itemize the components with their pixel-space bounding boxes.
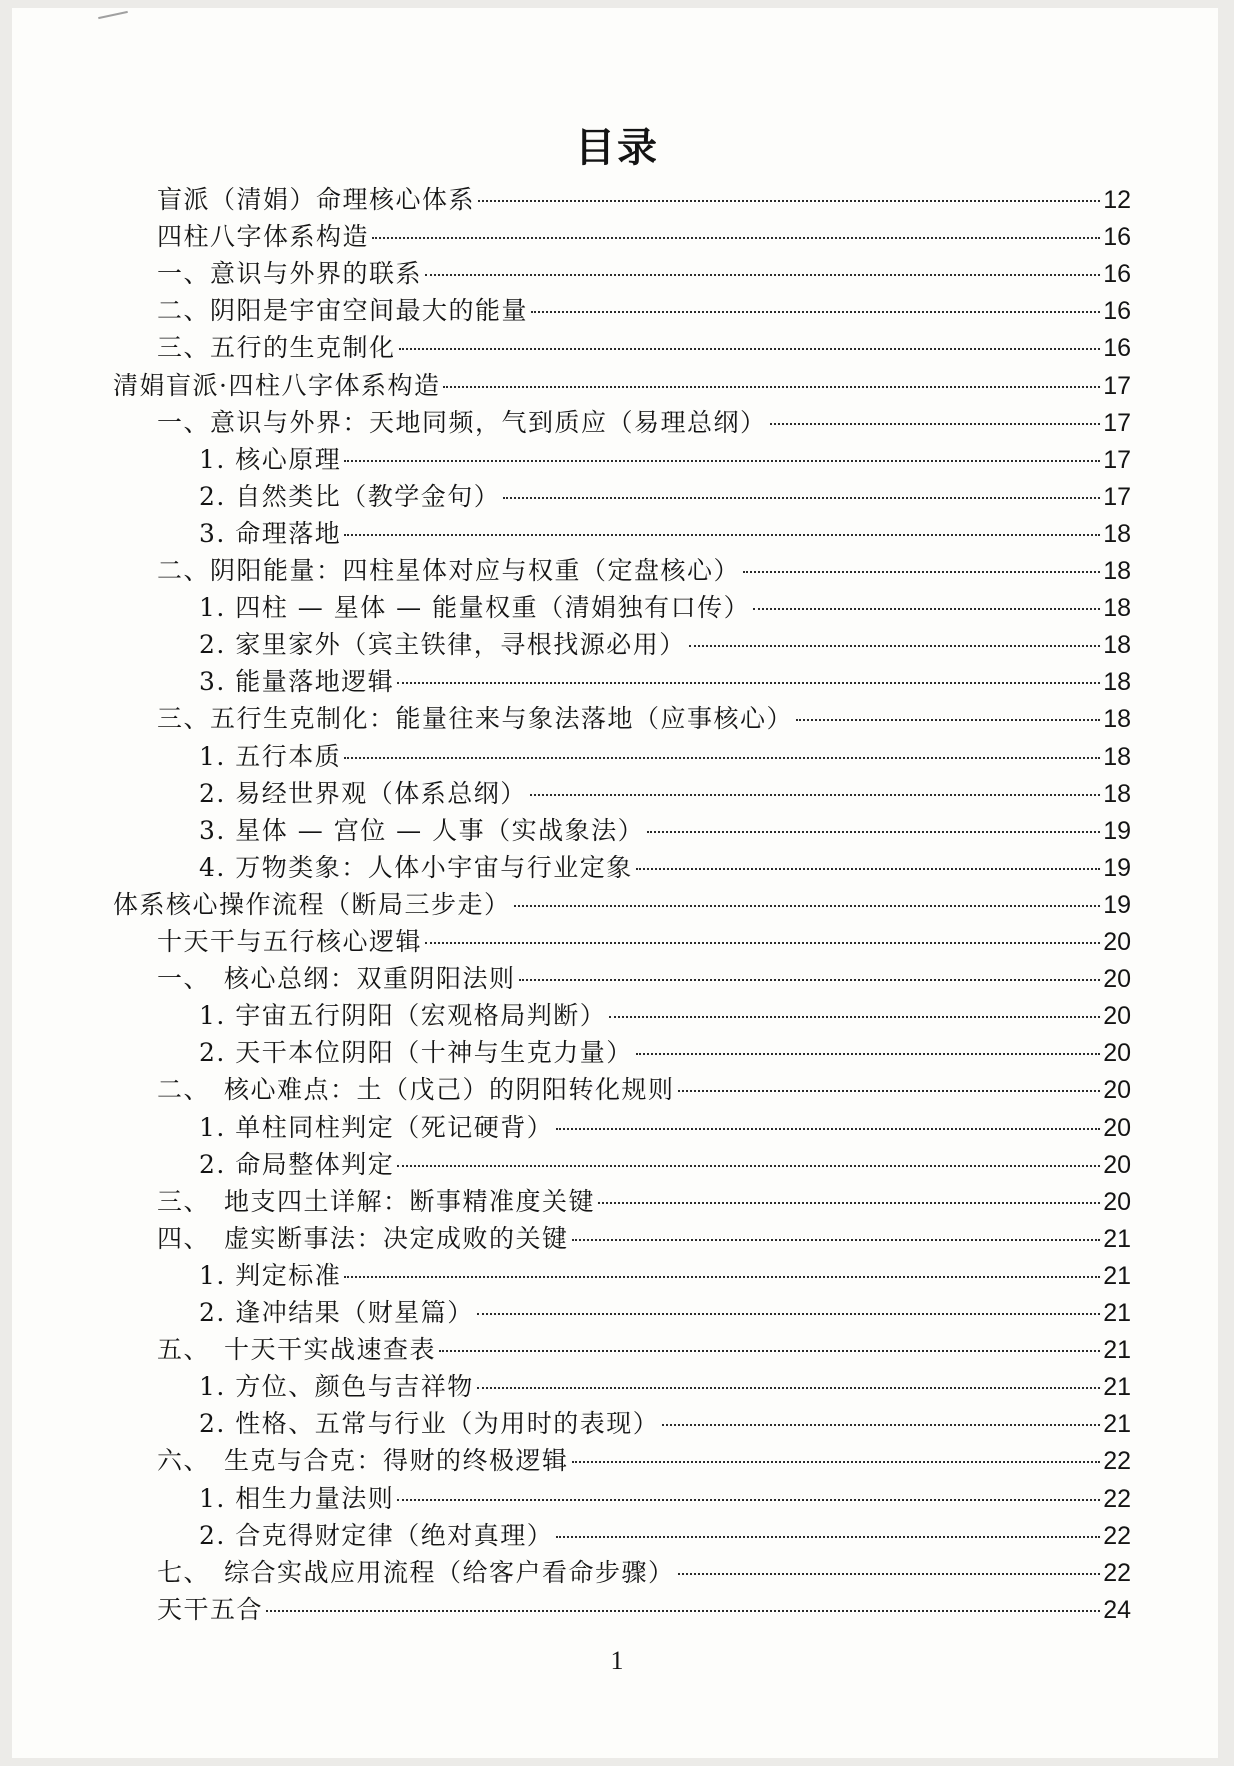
toc-entry[interactable] (199, 1295, 1131, 1331)
toc-entry-title: 三、五行生克制化：能量往来与象法落地（应事核心） (157, 704, 794, 734)
toc-entry-page: 20 (1103, 1113, 1131, 1142)
toc-entry[interactable] (199, 1406, 1131, 1442)
toc-entry-title: 七、 综合实战应用流程（给客户看命步骤） (157, 1557, 675, 1587)
toc-entry-page: 17 (1103, 482, 1131, 511)
toc-entry[interactable] (157, 1592, 1131, 1628)
toc-entry[interactable] (157, 256, 1131, 292)
page-number: 1 (610, 1646, 624, 1675)
toc-entry[interactable] (157, 405, 1131, 441)
dot-leader (397, 1165, 1100, 1167)
dot-leader (556, 1128, 1100, 1130)
toc-entry-title: 1. 判定标准 (199, 1260, 342, 1290)
toc-entry-page: 12 (1103, 186, 1131, 214)
toc-entry-page: 22 (1103, 1447, 1131, 1476)
dot-leader (689, 645, 1100, 647)
toc-entry-page: 24 (1103, 1595, 1131, 1624)
toc-entry-page: 21 (1103, 1224, 1131, 1253)
toc-entry[interactable] (157, 1072, 1131, 1108)
toc-entry-title: 一、意识与外界的联系 (157, 259, 423, 289)
dot-leader (425, 274, 1100, 276)
dot-leader (514, 905, 1101, 907)
toc-entry-page: 22 (1103, 1558, 1131, 1587)
dot-leader (678, 1090, 1101, 1092)
toc-entry-title: 六、 生克与合克：得财的终极逻辑 (157, 1446, 569, 1476)
toc-entry[interactable] (199, 1369, 1131, 1405)
dot-leader (266, 1610, 1100, 1612)
toc-entry-title: 3. 星体 — 宫位 — 人事（实战象法） (199, 815, 645, 845)
toc-entry[interactable] (199, 516, 1131, 552)
dot-leader (519, 979, 1101, 981)
dot-leader (662, 1424, 1100, 1426)
toc-entry-title: 2. 家里家外（宾主铁律，寻根找源必用） (199, 630, 686, 660)
toc-entry[interactable] (199, 1258, 1131, 1294)
toc-entry[interactable] (157, 553, 1131, 589)
toc-entry-page: 18 (1103, 779, 1131, 808)
toc-entry[interactable] (157, 701, 1131, 737)
toc-entry-title: 天干五合 (157, 1594, 264, 1624)
toc-entry-title: 体系核心操作流程（断局三步走） (113, 889, 511, 919)
toc-entry[interactable] (157, 1184, 1131, 1220)
toc-entry-title: 盲派（清娟）命理核心体系 (157, 185, 476, 214)
toc-entry[interactable] (157, 330, 1131, 366)
page-title: 目录 (575, 125, 659, 171)
toc-entry[interactable] (199, 479, 1131, 515)
toc-entry[interactable] (113, 887, 1131, 923)
toc-entry[interactable] (199, 1518, 1131, 1554)
toc-entry-page: 21 (1103, 1299, 1131, 1327)
toc-entry-title: 四柱八字体系构造 (157, 222, 370, 252)
toc-entry[interactable] (199, 998, 1131, 1034)
toc-entry-title: 五、 十天干实战速查表 (157, 1335, 437, 1365)
toc-entry-title: 十天干与五行核心逻辑 (157, 927, 423, 956)
toc-entry-page: 20 (1103, 928, 1131, 956)
toc-entry-page: 20 (1103, 1150, 1131, 1179)
dot-leader (647, 831, 1100, 833)
toc-entry[interactable] (199, 739, 1131, 775)
toc-entry-page: 21 (1103, 1373, 1131, 1402)
toc-entry-title: 2. 命局整体判定 (199, 1149, 395, 1179)
toc-entry[interactable] (199, 627, 1131, 663)
toc-entry-title: 1. 核心原理 (199, 444, 342, 474)
dot-leader (753, 608, 1100, 610)
toc-entry-title: 1. 宇宙五行阴阳（宏观格局判断） (199, 1001, 607, 1031)
toc-entry[interactable] (199, 442, 1131, 478)
toc-entry-title: 2. 天干本位阴阳（十神与生克力量） (199, 1038, 633, 1068)
dot-leader (636, 1053, 1100, 1055)
dot-leader (598, 1202, 1100, 1204)
toc-entry[interactable] (199, 776, 1131, 812)
toc-entry-title: 3. 命理落地 (199, 518, 342, 548)
toc-entry[interactable] (199, 850, 1131, 886)
dot-leader (344, 1276, 1100, 1278)
toc-entry[interactable] (157, 1221, 1131, 1257)
toc-entry-title: 1. 单柱同柱判定（死记硬背） (199, 1112, 554, 1142)
toc-entry[interactable] (199, 1110, 1131, 1146)
toc-entry-title: 1. 五行本质 (199, 741, 342, 771)
dot-leader (678, 1573, 1101, 1575)
dot-leader (503, 497, 1100, 499)
dot-leader (477, 1387, 1100, 1389)
toc-entry-page: 18 (1103, 668, 1131, 697)
toc-entry[interactable] (157, 1443, 1131, 1479)
toc-entry-page: 18 (1103, 557, 1131, 585)
toc-entry-title: 2. 合克得财定律（绝对真理） (199, 1520, 554, 1550)
toc-entry-page: 20 (1103, 965, 1131, 994)
dot-leader (531, 311, 1100, 313)
toc-entry-title: 四、 虚实断事法：决定成败的关键 (157, 1223, 569, 1253)
toc-entry-title: 1. 相生力量法则 (199, 1483, 395, 1513)
toc-entry[interactable] (113, 368, 1131, 404)
toc-entry[interactable] (199, 664, 1131, 700)
toc-entry[interactable] (199, 1035, 1131, 1071)
toc-entry-page: 21 (1103, 1336, 1131, 1365)
toc-entry-page: 17 (1103, 371, 1131, 400)
toc-entry-page: 20 (1103, 1076, 1131, 1105)
dot-leader (478, 200, 1100, 202)
dot-leader (344, 534, 1100, 536)
toc-entry-title: 2. 易经世界观（体系总纲） (199, 778, 527, 808)
dot-leader (397, 1499, 1100, 1501)
dot-leader (572, 1461, 1101, 1463)
toc-entry-page: 20 (1103, 1187, 1131, 1216)
toc-entry-page: 21 (1103, 1410, 1131, 1439)
toc-entry-title: 二、 核心难点：土（戊己）的阴阳转化规则 (157, 1075, 675, 1105)
toc-entry-page: 18 (1103, 594, 1131, 623)
toc-entry-page: 21 (1103, 1261, 1131, 1290)
dot-leader (344, 757, 1100, 759)
toc-entry-page: 18 (1103, 519, 1131, 548)
dot-leader (530, 794, 1100, 796)
dot-leader (344, 460, 1100, 462)
toc-entry-page: 18 (1103, 742, 1131, 771)
toc-entry-page: 19 (1103, 853, 1131, 882)
toc-entry-page: 16 (1103, 334, 1131, 363)
dot-leader (636, 868, 1100, 870)
toc-entry-title: 2. 自然类比（教学金句） (199, 481, 501, 511)
dot-leader (477, 1313, 1100, 1315)
toc-entry-page: 20 (1103, 1002, 1131, 1031)
toc-entry-page: 16 (1103, 297, 1131, 326)
toc-entry-title: 二、阴阳是宇宙空间最大的能量 (157, 296, 529, 326)
toc-entry-title: 1. 四柱 — 星体 — 能量权重（清娟独有口传） (199, 593, 751, 623)
dot-leader (397, 682, 1100, 684)
dot-leader (439, 1350, 1100, 1352)
toc-entry-title: 1. 方位、颜色与吉祥物 (199, 1372, 474, 1402)
dot-leader (572, 1239, 1101, 1241)
dot-leader (796, 719, 1100, 721)
toc-entry-title: 三、 地支四土详解：断事精准度关键 (157, 1186, 596, 1216)
toc-entry[interactable] (157, 1555, 1131, 1591)
toc-entry-title: 2. 逢冲结果（财星篇） (199, 1298, 474, 1327)
toc-entry[interactable] (157, 924, 1131, 960)
toc-entry-page: 18 (1103, 631, 1131, 660)
toc-entry-title: 清娟盲派·四柱八字体系构造 (113, 370, 441, 400)
toc-entry-page: 17 (1103, 445, 1131, 474)
toc-entry[interactable] (199, 590, 1131, 626)
toc-entry-title: 3. 能量落地逻辑 (199, 667, 395, 697)
dot-leader (609, 1016, 1100, 1018)
toc-entry-title: 一、 核心总纲：双重阴阳法则 (157, 964, 516, 994)
toc-entry-page: 16 (1103, 223, 1131, 252)
toc-entry-page: 19 (1103, 890, 1131, 919)
toc-entry[interactable] (157, 1332, 1131, 1368)
toc-entry-title: 三、五行的生克制化 (157, 333, 396, 363)
toc-entry[interactable] (157, 961, 1131, 997)
toc-entry-page: 17 (1103, 408, 1131, 437)
toc-entry-page: 20 (1103, 1039, 1131, 1068)
toc-entry-page: 22 (1103, 1484, 1131, 1513)
toc-entry[interactable] (157, 219, 1131, 255)
toc-entry-page: 18 (1103, 705, 1131, 734)
toc-entry-title: 一、意识与外界：天地同频，气到质应（易理总纲） (157, 407, 767, 437)
toc-entry[interactable] (157, 293, 1131, 329)
toc-entry-title: 二、阴阳能量：四柱星体对应与权重（定盘核心） (157, 556, 741, 585)
toc-entry[interactable] (157, 182, 1131, 218)
toc-entry[interactable] (199, 813, 1131, 849)
dot-leader (743, 571, 1100, 573)
dot-leader (770, 423, 1101, 425)
dot-leader (372, 237, 1100, 239)
dot-leader (425, 942, 1100, 944)
dot-leader (556, 1536, 1100, 1538)
toc-entry[interactable] (199, 1481, 1131, 1517)
toc-entry-page: 22 (1103, 1521, 1131, 1550)
toc-entry-page: 19 (1103, 816, 1131, 845)
toc-entry-page: 16 (1103, 260, 1131, 289)
dot-leader (399, 348, 1101, 350)
toc-entry-title: 4. 万物类象：人体小宇宙与行业定象 (199, 852, 633, 882)
toc-entry-title: 2. 性格、五常与行业（为用时的表现） (199, 1409, 660, 1439)
toc-entry[interactable] (199, 1147, 1131, 1183)
dot-leader (443, 386, 1100, 388)
